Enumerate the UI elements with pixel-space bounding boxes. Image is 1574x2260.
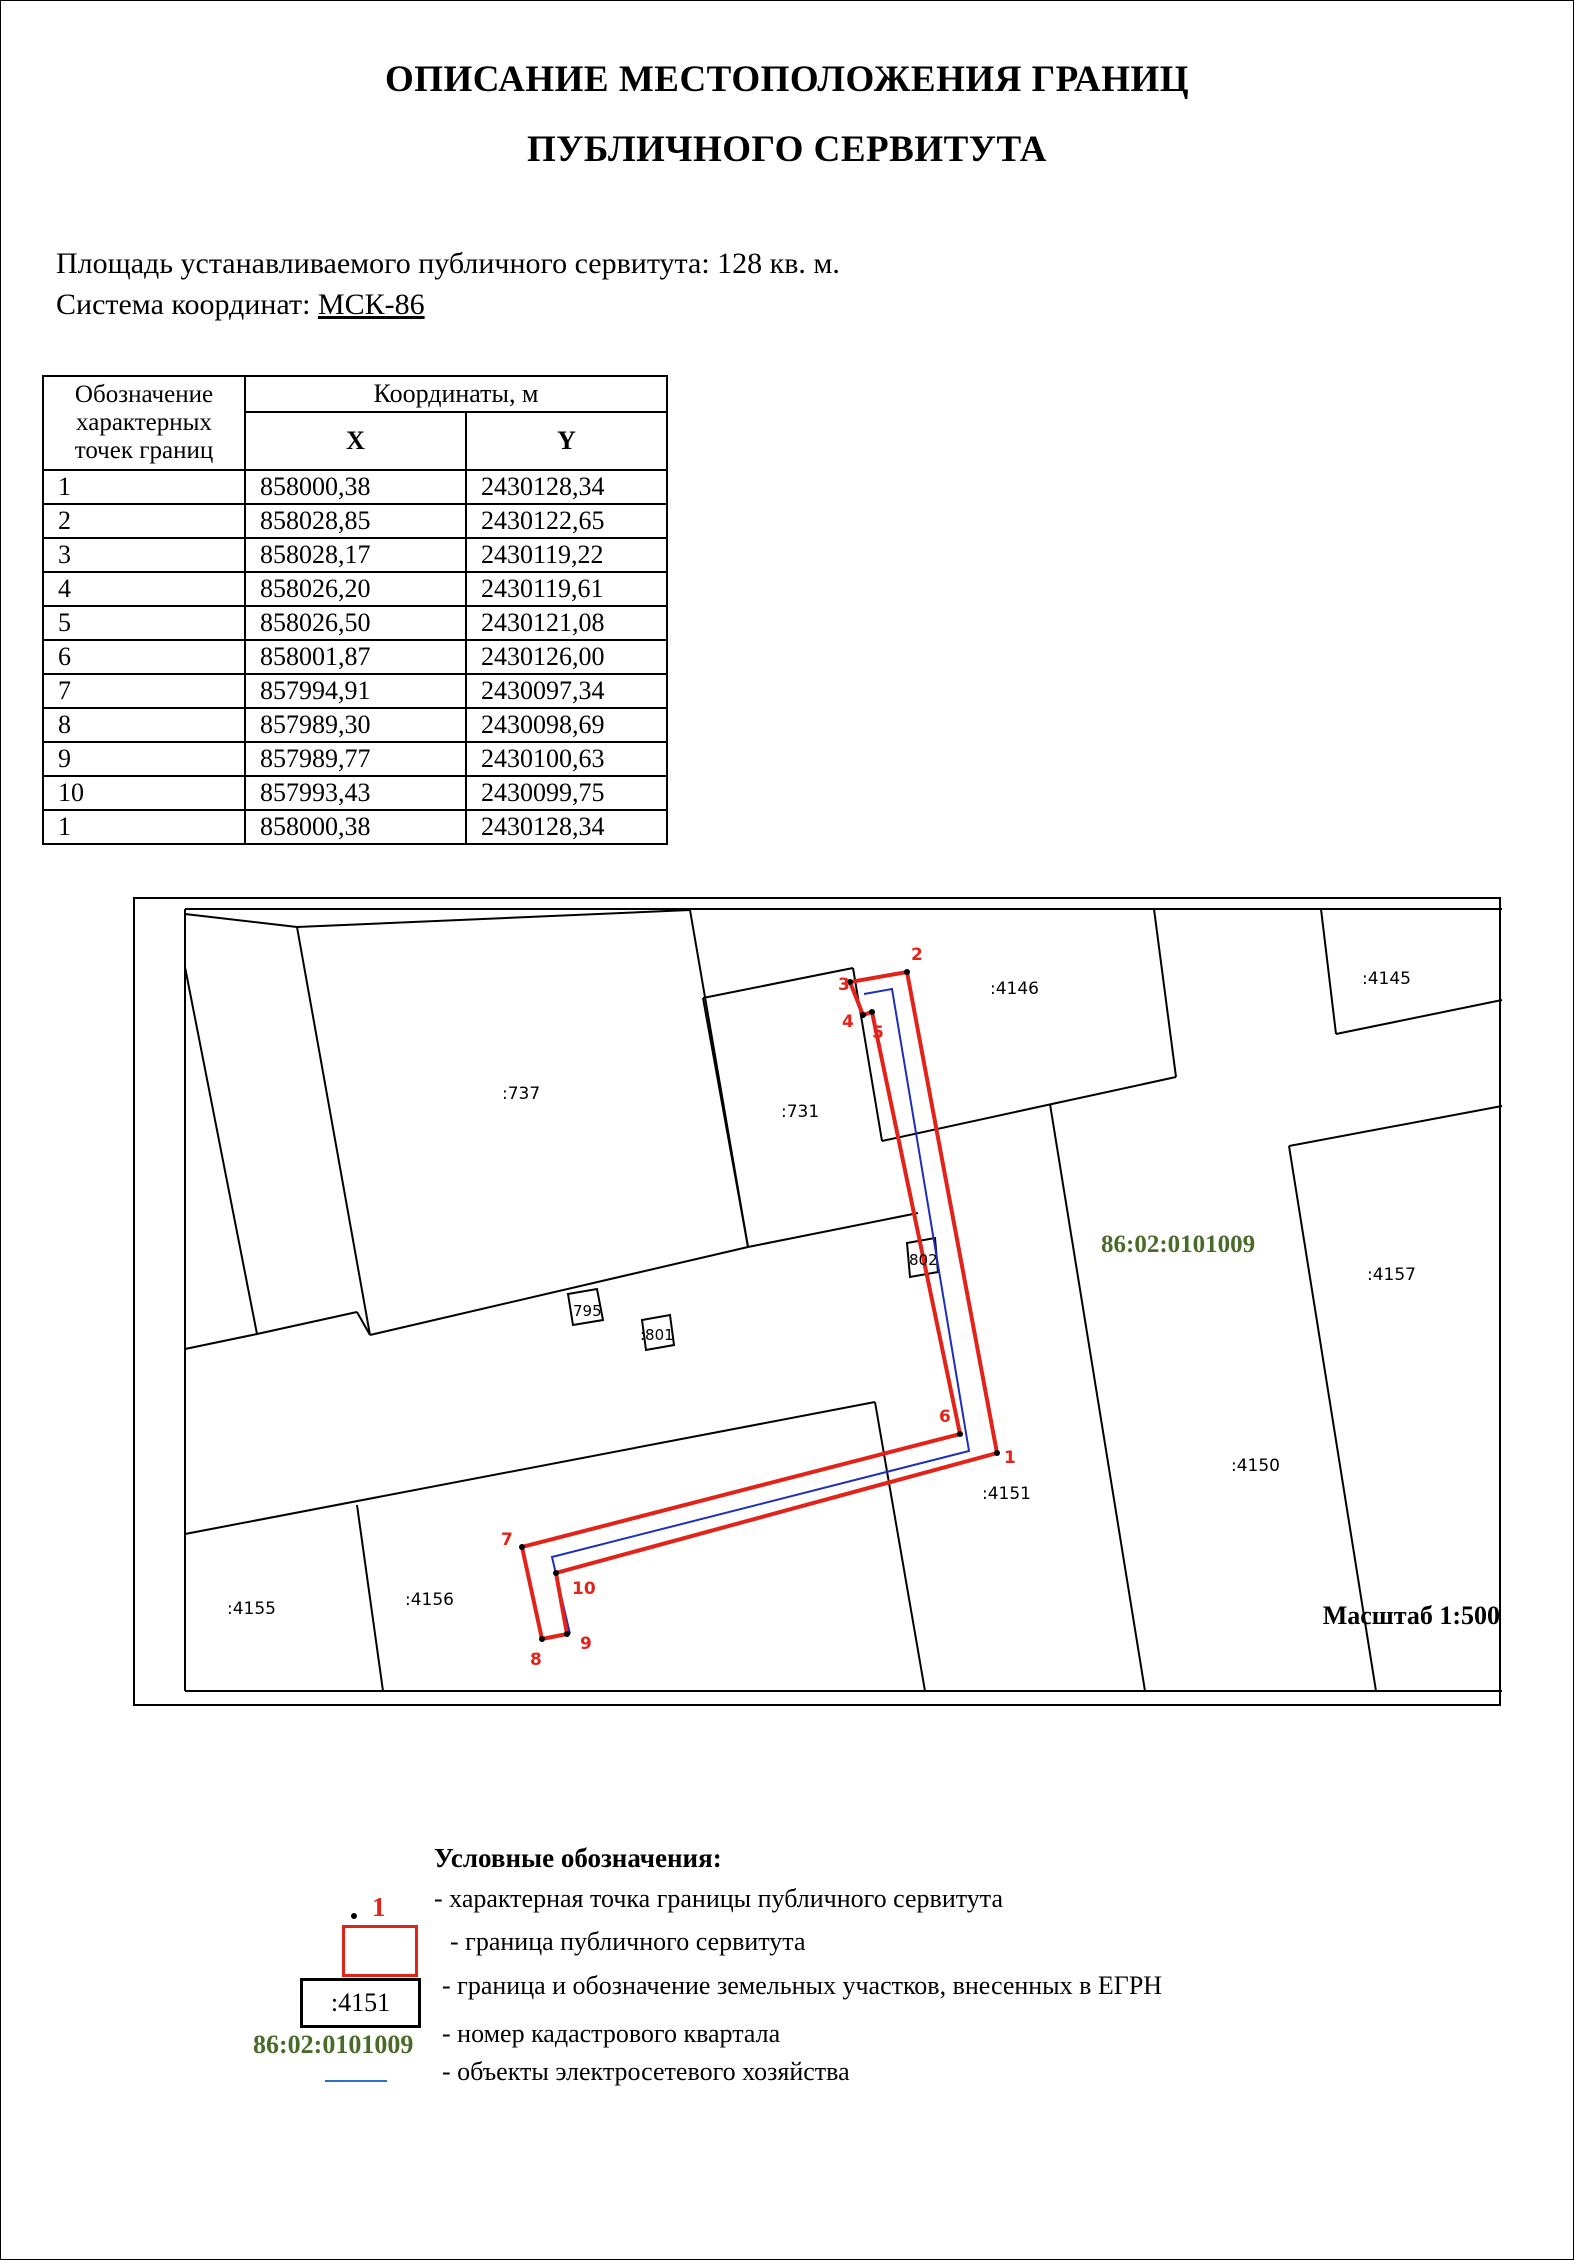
x-coord: 858000,38 xyxy=(245,470,466,504)
boundary-point xyxy=(957,1431,963,1437)
parcel-boundary xyxy=(1154,909,1176,1077)
x-coord: 857993,43 xyxy=(245,776,466,810)
parcel-boundary xyxy=(703,968,853,998)
boundary-point xyxy=(994,1450,1000,1456)
x-coord: 857989,30 xyxy=(245,708,466,742)
table-row xyxy=(43,742,667,776)
parcel-boundary xyxy=(297,910,690,927)
header-coords: Координаты, м xyxy=(245,376,667,412)
legend-item-kvartal: - номер кадастрового квартала xyxy=(442,2019,781,2048)
parcel-boundary xyxy=(1321,909,1336,1034)
y-coord: 2430121,08 xyxy=(466,606,667,640)
building-label-801: :801 xyxy=(640,1326,674,1344)
document-title-line1: ОПИСАНИЕ МЕСТОПОЛОЖЕНИЯ ГРАНИЦ xyxy=(384,59,1190,100)
parcel-boundary xyxy=(185,914,297,927)
point-number: 1 xyxy=(43,810,245,844)
parcel-label-4151: :4151 xyxy=(982,1484,1031,1504)
header-designation: Обозначение характерных точек границ xyxy=(43,376,245,470)
parcel-label-4150: :4150 xyxy=(1231,1456,1280,1476)
point-label-6: 6 xyxy=(939,1407,951,1427)
y-coord: 2430119,22 xyxy=(466,538,667,572)
point-number: 9 xyxy=(43,742,245,776)
table-row xyxy=(43,572,667,606)
table-row xyxy=(43,810,667,844)
table-row xyxy=(43,538,667,572)
boundary-point xyxy=(553,1570,559,1576)
point-label-4: 4 xyxy=(842,1012,854,1032)
boundary-point xyxy=(519,1544,525,1550)
x-coord: 858028,17 xyxy=(245,538,466,572)
x-coord: 858028,85 xyxy=(245,504,466,538)
point-number: 6 xyxy=(43,640,245,674)
point-label-8: 8 xyxy=(530,1650,542,1670)
boundary-point xyxy=(904,969,910,975)
parcel-label-4156: :4156 xyxy=(405,1590,454,1610)
table-row xyxy=(43,470,667,504)
boundary-point xyxy=(539,1636,545,1642)
legend-parcel-symbol: :4151 xyxy=(300,1978,421,2028)
crs-value: МСК-86 xyxy=(317,288,425,321)
legend-boundary-symbol xyxy=(342,1925,418,1977)
table-row xyxy=(43,674,667,708)
parcel-boundary xyxy=(370,1247,748,1335)
header-x: X xyxy=(245,412,466,470)
y-coord: 2430128,34 xyxy=(466,470,667,504)
legend-power-line-symbol xyxy=(325,2080,387,2082)
legend-point-number: 1 xyxy=(372,1892,386,1922)
building-label-802: 802 xyxy=(909,1251,938,1269)
parcel-label-4145: :4145 xyxy=(1362,969,1411,989)
parcel-label-4157: :4157 xyxy=(1367,1265,1416,1285)
parcel-boundary xyxy=(1289,1106,1502,1146)
table-row xyxy=(43,776,667,810)
coordinate-system xyxy=(56,288,425,322)
servitude-area: Площадь устанавливаемого публичного сервитута: 128 кв. м. xyxy=(56,247,840,280)
x-coord: 857994,91 xyxy=(245,674,466,708)
table-row xyxy=(43,504,667,538)
buildings xyxy=(568,1238,938,1350)
table-row xyxy=(43,708,667,742)
coordinates-table xyxy=(42,375,668,845)
parcel-boundary xyxy=(185,967,257,1334)
legend-item-power: - объекты электросетевого хозяйства xyxy=(442,2057,850,2086)
map-svg xyxy=(160,909,1500,1691)
point-label-5: 5 xyxy=(872,1023,884,1043)
point-label-10: 10 xyxy=(572,1579,596,1599)
boundary-point xyxy=(564,1631,570,1637)
point-label-2: 2 xyxy=(911,945,923,965)
legend-point-symbol xyxy=(351,1913,357,1919)
point-number: 5 xyxy=(43,606,245,640)
x-coord: 858026,20 xyxy=(245,572,466,606)
parcel-boundary xyxy=(748,1213,918,1247)
point-number: 2 xyxy=(43,504,245,538)
cadastral-map xyxy=(133,897,1501,1706)
y-coord: 2430098,69 xyxy=(466,708,667,742)
parcel-boundary xyxy=(882,1077,1176,1141)
y-coord: 2430119,61 xyxy=(466,572,667,606)
y-coord: 2430128,34 xyxy=(466,810,667,844)
legend-kvartal-symbol: 86:02:0101009 xyxy=(253,2030,414,2059)
crs-label: Система координат: xyxy=(56,288,318,321)
x-coord: 858026,50 xyxy=(245,606,466,640)
document-title-line2: ПУБЛИЧНОГО СЕРВИТУТА xyxy=(526,129,1048,170)
point-label-9: 9 xyxy=(580,1634,592,1654)
building-label-795: 795 xyxy=(573,1302,602,1320)
point-label-1: 1 xyxy=(1004,1448,1016,1468)
y-coord: 2430097,34 xyxy=(466,674,667,708)
point-number: 8 xyxy=(43,708,245,742)
x-coord: 858000,38 xyxy=(245,810,466,844)
parcel-boundary xyxy=(357,1505,383,1691)
y-coord: 2430126,00 xyxy=(466,640,667,674)
parcel-label-4155: :4155 xyxy=(227,1599,276,1619)
x-coord: 858001,87 xyxy=(245,640,466,674)
point-number: 4 xyxy=(43,572,245,606)
parcel-boundary xyxy=(1336,1000,1502,1034)
boundary-point xyxy=(869,1009,875,1015)
parcel-boundary xyxy=(297,927,370,1335)
power-line xyxy=(552,989,969,1634)
x-coord: 857989,77 xyxy=(245,742,466,776)
kvartal-number: 86:02:0101009 xyxy=(1101,1231,1256,1258)
parcel-label-731: :731 xyxy=(781,1102,820,1122)
parcel-label-737: :737 xyxy=(502,1084,541,1104)
point-number: 3 xyxy=(43,538,245,572)
parcel-boundary xyxy=(1050,1104,1145,1691)
legend-item-boundary: - граница публичного сервитута xyxy=(450,1927,806,1956)
table-row xyxy=(43,640,667,674)
point-number: 10 xyxy=(43,776,245,810)
y-coord: 2430099,75 xyxy=(466,776,667,810)
legend-item-parcels: - граница и обозначение земельных участков, внесенных в ЕГРН xyxy=(442,1971,1163,2000)
header-y: Y xyxy=(466,412,667,470)
point-label-7: 7 xyxy=(501,1530,513,1550)
point-label-3: 3 xyxy=(838,975,850,995)
parcel-label-4146: :4146 xyxy=(990,979,1039,999)
boundary-point xyxy=(860,1012,866,1018)
point-number: 1 xyxy=(43,470,245,504)
parcel-boundary xyxy=(185,1334,257,1349)
point-number: 7 xyxy=(43,674,245,708)
y-coord: 2430122,65 xyxy=(466,504,667,538)
parcel-boundary xyxy=(257,1312,357,1334)
table-row xyxy=(43,606,667,640)
map-scale: Масштаб 1:500 xyxy=(1322,1601,1500,1630)
legend-item-point: - характерная точка границы публичного сервитута xyxy=(434,1884,1003,1913)
y-coord: 2430100,63 xyxy=(466,742,667,776)
legend-title: Условные обозначения: xyxy=(434,1843,722,1873)
parcel-boundary xyxy=(703,998,748,1247)
map-canvas xyxy=(160,909,1500,1691)
